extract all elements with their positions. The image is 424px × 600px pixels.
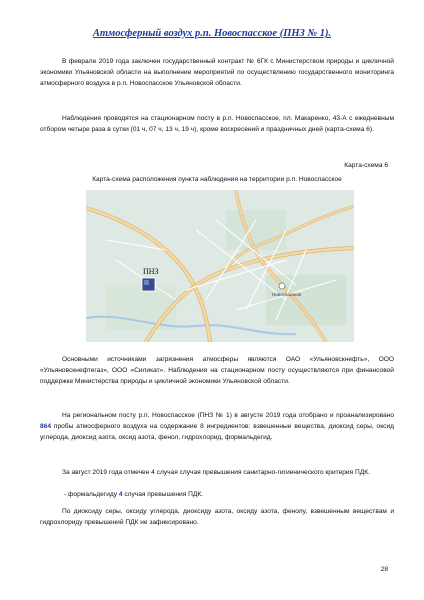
place-label: Новоспасское <box>272 292 302 297</box>
paragraph-sources: Основными источниками загрязнения атмосферы являются ОАО «Ульяновскнефть», ООО «Ульяновскнефтегаз», ООО «Силикат». Наблюдения на стационарном посту осуществляются при финансовой поддержке Министерства природы и цикличной экономики Ульяновской области. <box>40 356 394 385</box>
paragraph-observations: Наблюдения проводятся на стационарном посту в р.п. Новоспасское, пл. Макаренко, 43-А с ежедневным отбором четыре раза в сутки (01 ч, 07 ч, 13 ч, 19 ч), кроме воскресений и праздничных дней (карта-схема 6). <box>40 115 394 133</box>
map-drawing <box>86 190 354 342</box>
samples-text-before: На региональном посту р.п. Новоспасское (ПНЗ № 1) в августе 2019 года отобрано и проанализировано <box>62 412 394 419</box>
samples-count: 864 <box>40 423 52 430</box>
paragraph-samples <box>40 410 394 443</box>
location-map <box>86 190 354 342</box>
samples-text-after: пробы атмосферного воздуха на содержание 8 ингредиентов: взвешенные вещества, диоксид серы, оксид углерода, диоксид азота, оксид азота, фенол, гидрохлорид, формальдегид. <box>40 423 394 441</box>
bullet-text-after: случая превышения ПДК. <box>122 491 204 498</box>
station-label: ПНЗ <box>143 267 159 276</box>
paragraph-no-exceedances: По диоксиду серы, оксиду углерода, диоксиду азота, оксиду азота, фенолу, взвешенным веществам и гидрохлориду превышений ПДК не зафиксировано. <box>40 508 394 526</box>
bullet-text-before: - формальдегиду <box>64 491 119 498</box>
map-label: Карта-схема 6 <box>344 162 388 169</box>
page-number: 28 <box>380 566 388 573</box>
bullet-count: 4 <box>118 491 123 498</box>
paragraph-exceedances: За август 2019 года отмечен 4 случая случая превышения санитарно-гигиенического критерия ПДК. <box>62 469 370 476</box>
settlement-marker <box>279 283 285 289</box>
bullet-formaldehyde <box>64 489 203 500</box>
page-title: Атмосферный воздух р.п. Новоспасское (ПНЗ № 1). <box>92 28 332 39</box>
map-caption: Карта-схема расположения пункта наблюдения на территории р.п. Новоспасское <box>92 176 342 183</box>
paragraph-contract: В феврале 2019 года заключен государственный контракт № 6ГК с Министерством природы и цикличной экономики Ульяновской области на выполнение мероприятий по осуществлению государственного мониторинга атмосферного воздуха в р.п. Новоспасское Ульяновской области. <box>40 58 394 87</box>
